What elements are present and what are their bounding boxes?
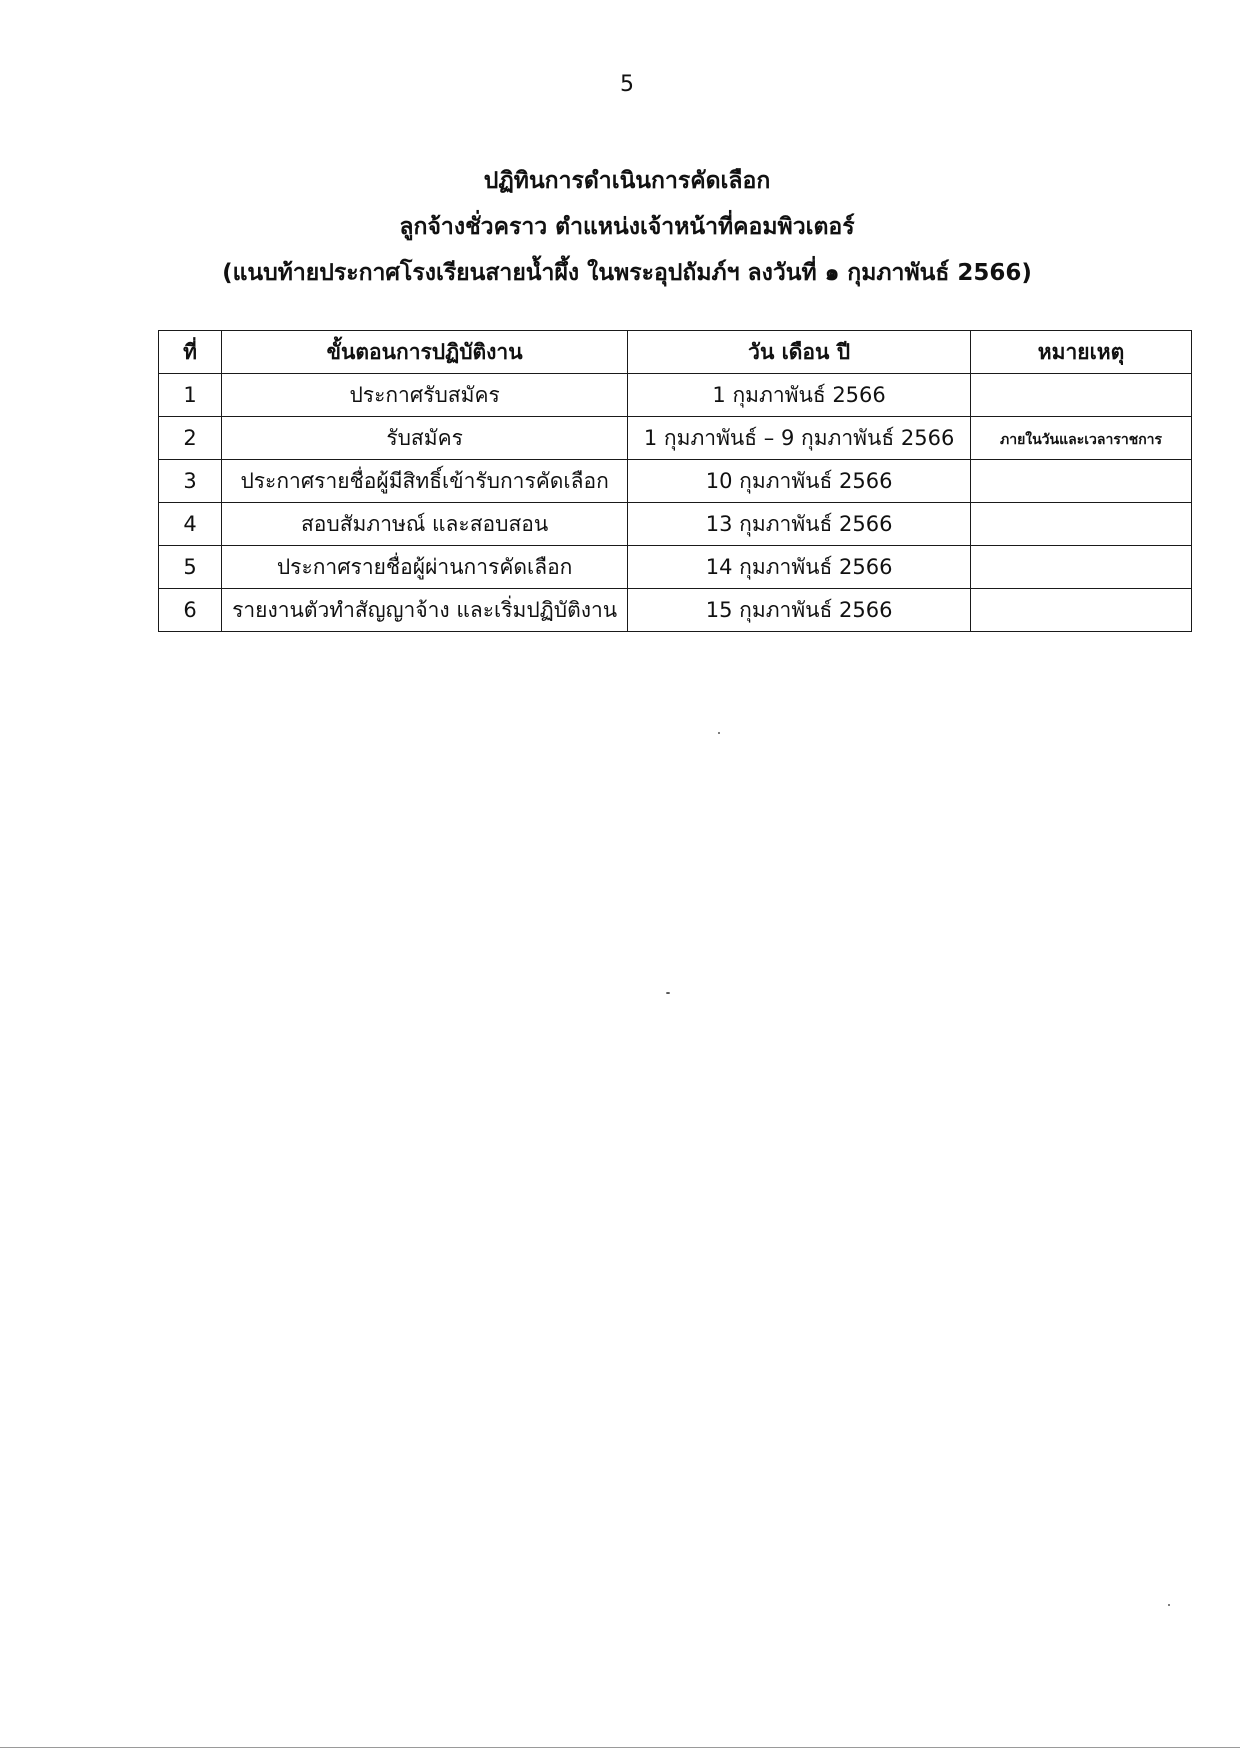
row-no: 3 (159, 460, 222, 503)
row-date: 14 กุมภาพันธ์ 2566 (628, 546, 971, 589)
row-step: ประกาศรับสมัคร (222, 374, 628, 417)
table-header-row (159, 331, 1192, 374)
table-row (159, 503, 1192, 546)
title-line-1: ปฏิทินการดำเนินการคัดเลือก (483, 168, 771, 194)
row-step: รายงานตัวทำสัญญาจ้าง และเริ่มปฏิบัติงาน (222, 589, 628, 632)
row-step: ประกาศรายชื่อผู้มีสิทธิ์เข้ารับการคัดเลือก (222, 460, 628, 503)
row-no: 4 (159, 503, 222, 546)
row-date: 1 กุมภาพันธ์ 2566 (628, 374, 971, 417)
header-date: วัน เดือน ปี (628, 331, 971, 374)
row-step: สอบสัมภาษณ์ และสอบสอน (222, 503, 628, 546)
header-step: ขั้นตอนการปฏิบัติงาน (222, 331, 628, 374)
row-date: 10 กุมภาพันธ์ 2566 (628, 460, 971, 503)
row-note (971, 546, 1192, 589)
row-no: 2 (159, 417, 222, 460)
schedule-table (158, 330, 1192, 632)
scan-speck (1168, 1604, 1170, 1606)
row-note (971, 417, 1192, 460)
title-line-2: ลูกจ้างชั่วคราว ตำแหน่งเจ้าหน้าที่คอมพิวเตอร์ (399, 214, 855, 240)
title-line-3: (แนบท้ายประกาศโรงเรียนสายน้ำผึ้ง ในพระอุปถัมภ์ฯ ลงวันที่ ๑ กุมภาพันธ์ 2566) (222, 260, 1032, 286)
row-no: 1 (159, 374, 222, 417)
row-date: 15 กุมภาพันธ์ 2566 (628, 589, 971, 632)
row-date: 13 กุมภาพันธ์ 2566 (628, 503, 971, 546)
header-no: ที่ (159, 331, 222, 374)
table-row (159, 589, 1192, 632)
header-note: หมายเหตุ (971, 331, 1192, 374)
scan-speck (666, 992, 670, 994)
row-note-text: ภายในวันและเวลาราชการ (999, 432, 1163, 448)
scan-speck (718, 732, 720, 734)
table-row (159, 460, 1192, 503)
document-title (0, 158, 1240, 296)
row-note (971, 374, 1192, 417)
row-note (971, 589, 1192, 632)
row-date: 1 กุมภาพันธ์ – 9 กุมภาพันธ์ 2566 (628, 417, 971, 460)
table-row (159, 417, 1192, 460)
row-no: 5 (159, 546, 222, 589)
scan-edge-line (0, 1747, 1240, 1748)
table-row (159, 374, 1192, 417)
table-row (159, 546, 1192, 589)
row-note (971, 503, 1192, 546)
row-step: รับสมัคร (222, 417, 628, 460)
row-no: 6 (159, 589, 222, 632)
page-number: 5 (620, 72, 634, 97)
row-step: ประกาศรายชื่อผู้ผ่านการคัดเลือก (222, 546, 628, 589)
row-note (971, 460, 1192, 503)
